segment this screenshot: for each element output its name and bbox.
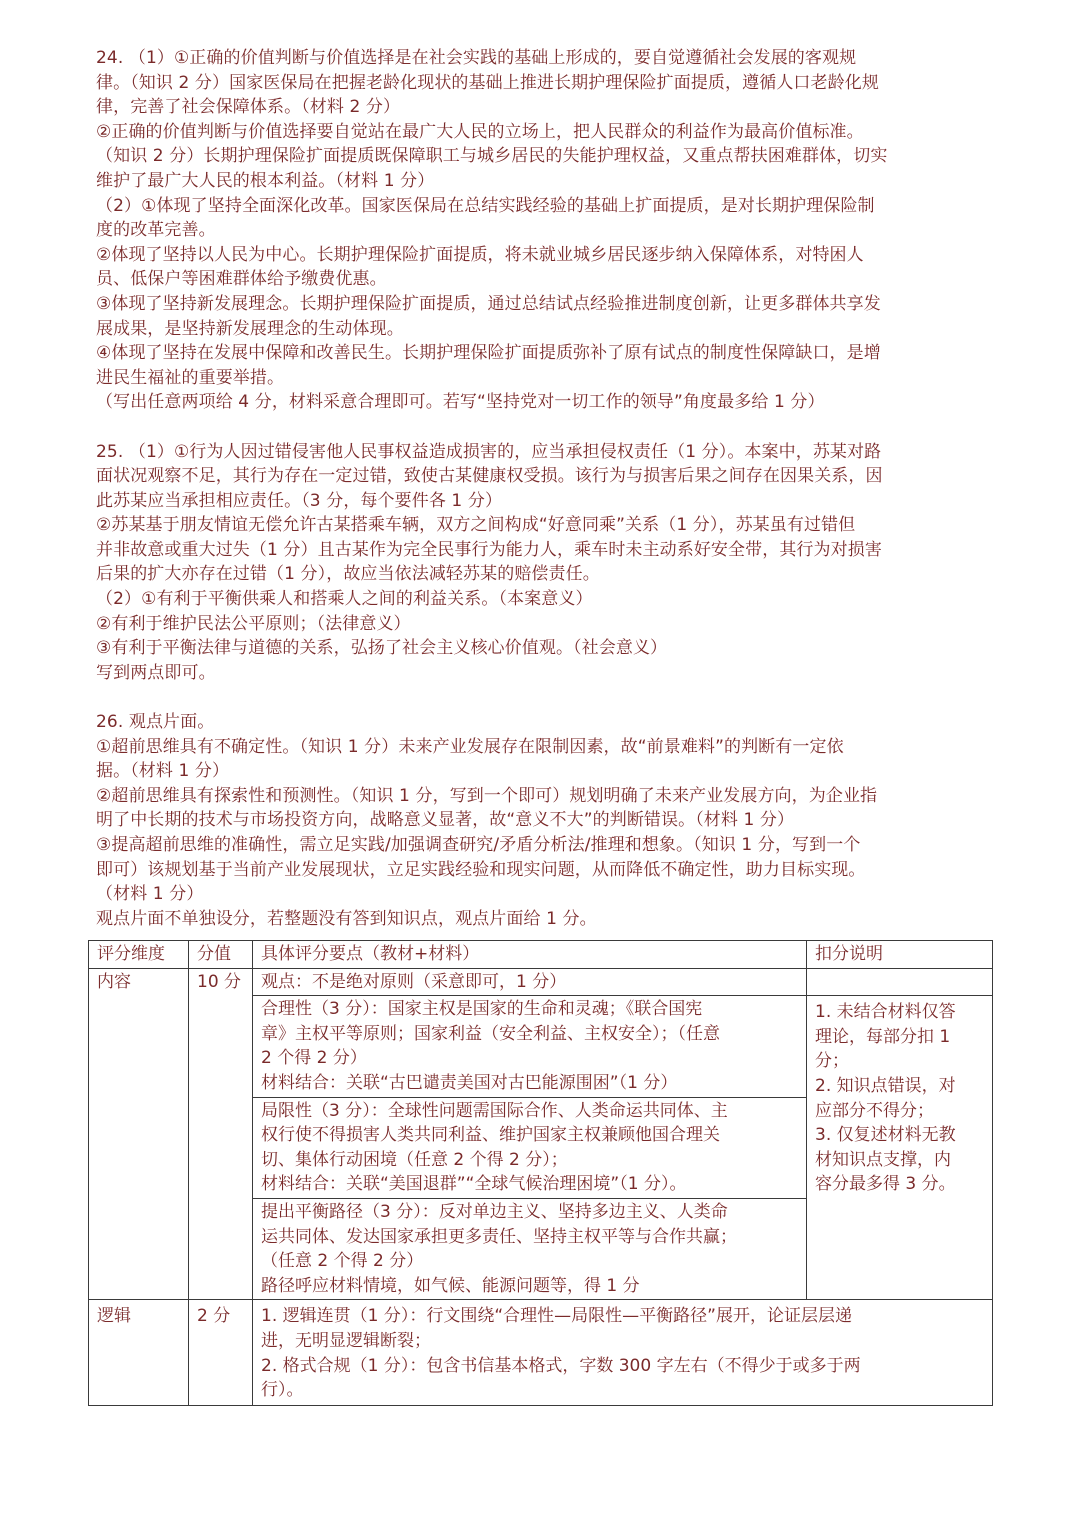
header-score: 分值 [189,941,253,969]
viewpoint-cell [253,968,807,996]
text-line: ②超前思维具有探索性和预测性。（知识 1 分，写到一个即可）规划明确了未来产业发展方向，为企业指 [96,785,878,806]
cell-text: 3. 仅复述材料无教 [815,1125,956,1146]
cell-text: 合理性（3 分）：国家主权是国家的生命和灵魂；《联合国宪 [261,999,703,1020]
cell-text: 1. 逻辑连贯（1 分）：行文围绕“合理性—局限性—平衡路径”展开，论证层层递 [261,1306,852,1327]
text-line: 即可）该规划基于当前产业发展现状，立足实践经验和现实问题，从而降低不确定性，助力目标实现。 [96,859,866,880]
text-line: 维护了最广大人民的根本利益。（材料 1 分） [96,170,435,191]
text-line: （材料 1 分） [96,884,204,905]
rationality-cell [253,996,807,1097]
cell-text: 理论，每部分扣 1 [815,1026,951,1047]
section-24 [96,46,992,415]
text-line: ①超前思维具有不确定性。（知识 1 分）未来产业发展存在限制因素，故“前景难料”的判断有一定依 [96,736,844,757]
cell-text: 进，无明显逻辑断裂； [261,1330,431,1351]
text-line: 展成果，是坚持新发展理念的生动体现。 [96,318,404,339]
cell-text: 路径呼应材料情境，如气候、能源问题等，得 1 分 [261,1275,640,1296]
logic-points-cell [253,1300,993,1405]
text-line: 并非故意或重大过失（1 分）且古某作为完全民事行为能力人，乘车时未主动系好安全带，其行为对损害 [96,539,882,560]
content-score-cell: 10 分 [189,968,253,1300]
cell-text: 2. 格式合规（1 分）：包含书信基本格式，字数 300 字左右（不得少于或多于两 [261,1355,861,1376]
text-line: ②正确的价值判断与价值选择要自觉站在最广大人民的立场上，把人民群众的利益作为最高价值标准。 [96,121,864,142]
table-row-logic [89,1300,993,1405]
cell-text: 材料结合：关联“美国退群”“全球气候治理困境”（1 分）。 [261,1174,687,1195]
logic-dimension-cell: 逻辑 [89,1300,189,1405]
header-deductions: 扣分说明 [807,941,993,969]
table-header-row [89,941,993,969]
table-row-viewpoint [89,968,993,996]
cell-text: 权行使不得损害人类共同利益、维护国家主权兼顾他国合理关 [261,1125,720,1146]
cell-text: 观点：不是绝对原则（采意即可，1 分） [261,971,567,992]
cell-text: 1. 未结合材料仅答 [815,1002,956,1023]
text-line: （写出任意两项给 4 分，材料采意合理即可。若写“坚持党对一切工作的领导”角度最多给 1 分） [96,392,825,413]
limitation-cell [253,1097,807,1198]
content-dimension-cell: 内容 [89,968,189,1300]
header-dimension: 评分维度 [89,941,189,969]
text-line: 明了中长期的技术与市场投资方向，战略意义显著，故“意义不大”的判断错误。（材料 1 分） [96,810,795,831]
cell-text: 行）。 [261,1380,304,1401]
text-line: 观点片面不单独设分，若整题没有答到知识点，观点片面给 1 分。 [96,908,597,929]
text-line: 度的改革完善。 [96,220,216,241]
text-line: ③提高超前思维的准确性，需立足实践/加强调查研究/矛盾分析法/推理和想象。（知识 1 分，写到一个 [96,835,861,855]
header-points: 具体评分要点（教材+材料） [253,941,807,969]
text-line: 据。（材料 1 分） [96,761,230,782]
section-25 [96,440,992,686]
text-line: ②体现了坚持以人民为中心。长期护理保险扩面提质，将未就业城乡居民逐步纳入保障体系，对特困人 [96,244,864,265]
text-line: 此苏某应当承担相应责任。（3 分，每个要件各 1 分） [96,490,503,511]
text-line: ③体现了坚持新发展理念。长期护理保险扩面提质，通过总结试点经验推进制度创新，让更多群体共享发 [96,293,881,314]
cell-text: 材知识点支撑，内 [815,1149,951,1170]
cell-text: 材料结合：关联“古巴谴责美国对古巴能源围困”（1 分） [261,1072,678,1093]
text-line: ②苏某基于朋友情谊无偿允许古某搭乘车辆，双方之间构成“好意同乘”关系（1 分），苏某虽有过错但 [96,515,856,536]
text-line: ③有利于平衡法律与道德的关系，弘扬了社会主义核心价值观。（社会意义） [96,638,668,659]
logic-score-cell: 2 分 [189,1300,253,1405]
cell-text: 局限性（3 分）：全球性问题需国际合作、人类命运共同体、主 [261,1100,728,1121]
text-line: （知识 2 分）长期护理保险扩面提质既保障职工与城乡居民的失能护理权益，又重点帮扶困难群体，切实 [96,146,888,167]
cell-text: 分； [815,1051,849,1072]
text-line: 律。（知识 2 分）国家医保局在把握老龄化现状的基础上推进长期护理保险扩面提质，遵循人口老龄化规 [96,72,879,93]
text-line: 24. （1）①正确的价值判断与价值选择是在社会实践的基础上形成的，要自觉遵循社会发展的客观规 [96,48,857,68]
text-line: 写到两点即可。 [96,662,216,683]
answer-text [96,46,992,931]
cell-text: 章》主权平等原则；国家利益（安全利益、主权安全）；（任意 [261,1023,720,1044]
text-line: ④体现了坚持在发展中保障和改善民生。长期护理保险扩面提质弥补了原有试点的制度性保障缺口，是增 [96,343,881,364]
text-line: （2）①有利于平衡供乘人和搭乘人之间的利益关系。（本案意义） [96,589,593,610]
cell-text: 切、集体行动困境（任意 2 个得 2 分）； [261,1149,568,1170]
text-line: 面状况观察不足，其行为存在一定过错，致使古某健康权受损。该行为与损害后果之间存在因果关系，因 [96,466,883,487]
path-cell [253,1198,807,1299]
text-line: 后果的扩大亦存在过错（1 分），故应当依法减轻苏某的赔偿责任。 [96,564,600,585]
cell-text: 2. 知识点错误，对 [815,1075,956,1096]
text-line: 员、低保户等困难群体给予缴费优惠。 [96,269,387,290]
cell-text: （任意 2 个得 2 分） [261,1251,424,1272]
deductions-cell [807,996,993,1300]
text-line: （2）①体现了坚持全面深化改革。国家医保局在总结实践经验的基础上扩面提质，是对长期护理保险制 [96,195,875,216]
cell-text: 2 个得 2 分） [261,1048,367,1069]
cell-text: 应部分不得分； [815,1100,934,1121]
cell-text: 容分最多得 3 分。 [815,1174,956,1195]
text-line: ②有利于维护民法公平原则；（法律意义） [96,613,411,634]
empty-cell [807,968,993,996]
text-line: 律，完善了社会保障体系。（材料 2 分） [96,97,401,118]
rubric-table [88,940,993,1406]
cell-text: 提出平衡路径（3 分）：反对单边主义、坚持多边主义、人类命 [261,1201,728,1222]
text-line: 26. 观点片面。 [96,712,215,733]
text-line: 25. （1）①行为人因过错侵害他人民事权益造成损害的，应当承担侵权责任（1 分）。本案中，苏某对路 [96,441,882,462]
text-line: 进民生福祉的重要举措。 [96,367,285,388]
section-26 [96,710,992,931]
cell-text: 运共同体、发达国家承担更多责任、坚持主权平等与合作共赢； [261,1226,737,1247]
